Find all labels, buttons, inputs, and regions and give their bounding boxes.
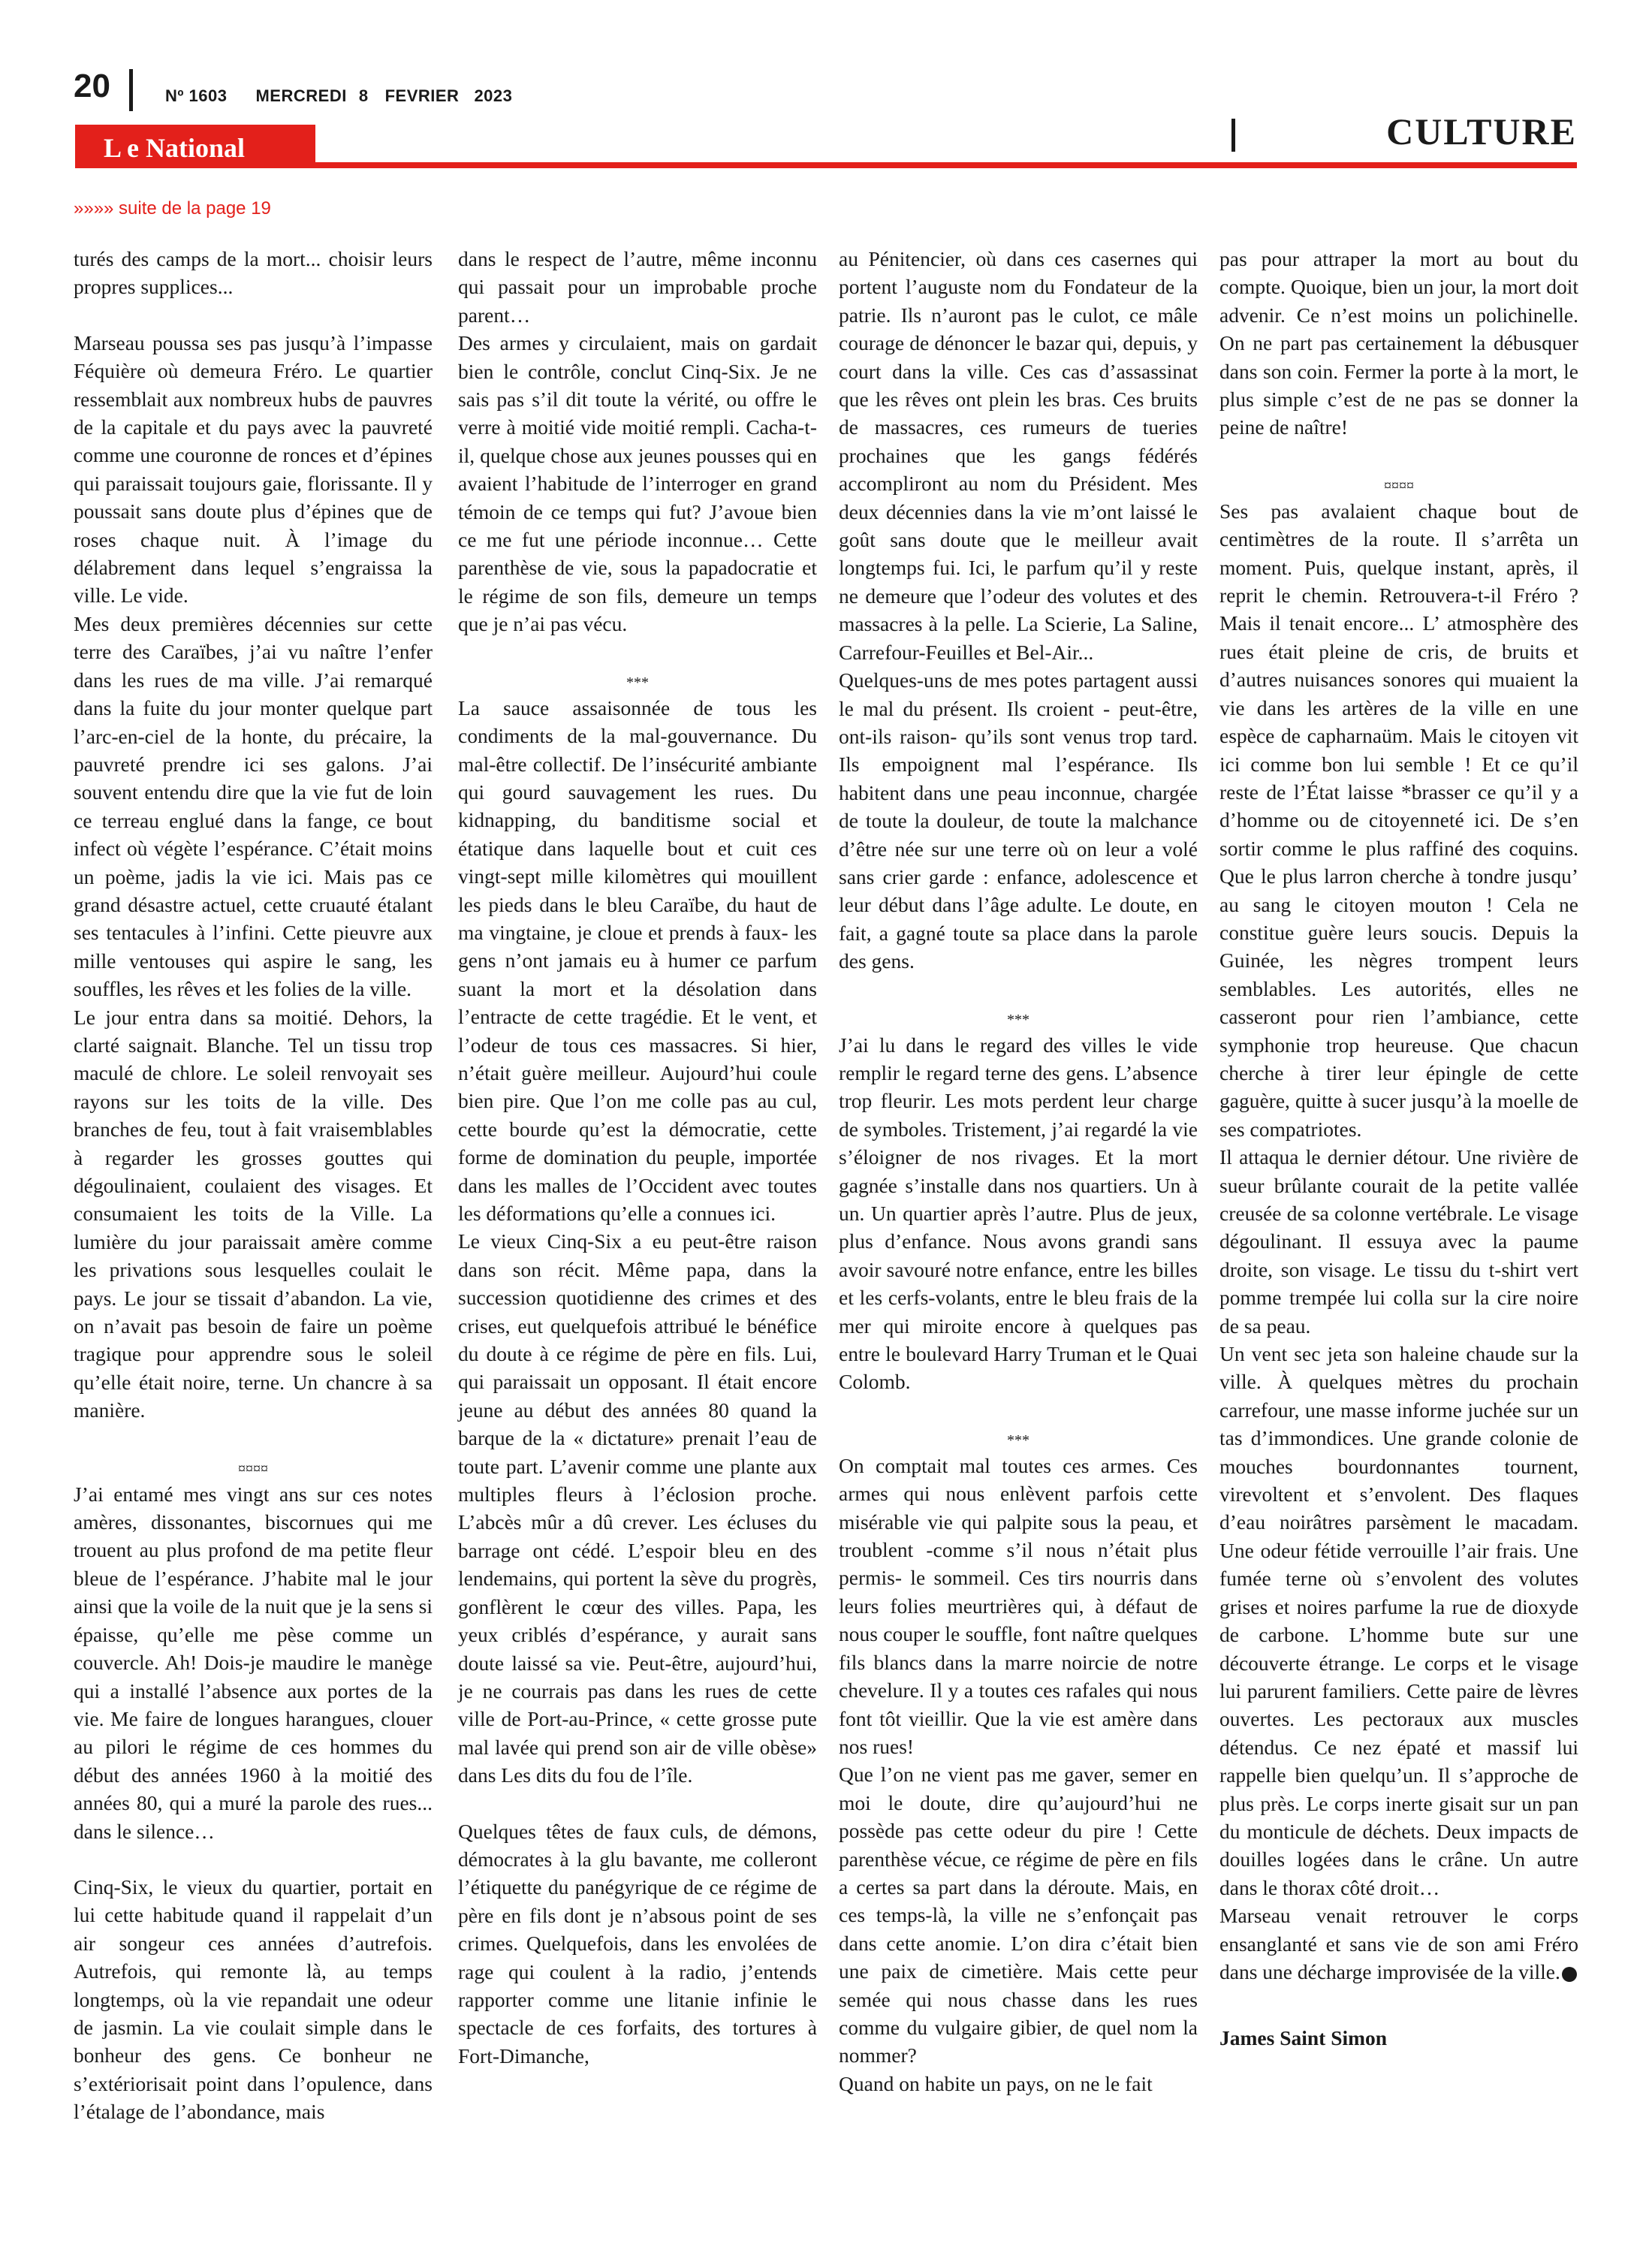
section-separator: ¤¤¤¤ — [1384, 477, 1414, 494]
page-number: 20 — [74, 68, 110, 104]
paragraph-spacer — [74, 1425, 433, 1452]
issue-day: MERCREDI — [255, 86, 347, 105]
end-of-article-icon — [1562, 1967, 1577, 1982]
section-separator: *** — [1007, 1011, 1029, 1028]
article-paragraph: Des armes y circulaient, mais on gardait bien le contrôle, conclut Cinq-Six. Je ne sais pas s’il dit toute la vérité, ou offre le verre à moitié vide moitié rempli. Cacha-t-il, quelque chose aux jeunes pousses qui en avaient l’habitude de l’interroger en grand témoin de ce temps qui fut? J’avoue bien ce me fut une période inconnue… Cette parenthèse de vie, sous la papadocratie et le régime de son fils, demeure un temps que je n’ai pas vécu. — [458, 331, 817, 636]
article-paragraph: Quelques têtes de faux culs, de démons, démocrates à la glu bavante, me colleront l’étiquette du panégyrique de ce régime de père en fils dont je n’absous point de ses crimes. Quelquefois, dans les envolées de rage qui coulent à la radio, j’entends rapporter comme une litanie infinie le spectacle de ces forfaits, des tortures à Fort-Dimanche, — [458, 1819, 817, 2068]
paragraph-spacer — [74, 301, 433, 329]
paragraph-spacer — [839, 976, 1198, 1003]
article-paragraph: au Pénitencier, où dans ces casernes qui portent l’auguste nom du Fondateur de la patrie. Ils n’auront pas le culot, ce mâle courage de dénoncer le bazar qui, depuis, y court dans la ville. Ces cas d’assassinat que les rêves ont plein les bras. Ces bruits de massacres, ces rumeurs de tueries prochaines que les gangs fédérés accompliront au nom du Président. Mes deux décennies dans la vie m’ont laissé le goût sans doute que le meilleur avait longtemps fui. Ici, le parfum qu’il y reste ne demeure que l’odeur des volutes et des massacres à la pelle. La Scierie, La Saline, Carrefour-Feuilles et Bel-Air... — [839, 247, 1198, 664]
author-signature: James Saint Simon — [1219, 2026, 1388, 2050]
section-divider — [1231, 119, 1235, 152]
article-paragraph: On comptait mal toutes ces armes. Ces armes qui nous enlèvent parfois cette misérable vie qui palpite sous la peau, et troublent -comme s’il nous n’était plus permis- le sommeil. Ces tirs nourris dans leurs folies meurtrières qui, à défaut de nous couper le souffle, font naître quelques fils blancs dans la marre noircie de notre chevelure. Il y a toutes ces rafales qui nous font tôt vieillir. Que la vie est amère dans nos rues! — [839, 1453, 1198, 1758]
page-number-divider — [129, 69, 133, 111]
article-column-2 — [458, 245, 817, 2070]
section-separator: *** — [1007, 1431, 1029, 1449]
paragraph-spacer — [74, 1845, 433, 1873]
continued-from: »»»» suite de la page 19 — [74, 198, 271, 219]
paragraph-spacer — [458, 1790, 817, 1817]
article-paragraph: Cinq-Six, le vieux du quartier, portait en lui cette habitude quand il rappelait d’un air songeur ces années d’autrefois. Autrefois, qui remonte là, au temps longtemps, où la vie repandait une odeur de jasmin. La vie coulait simple dans le bonheur des gens. Ce bonheur ne s’extériorisait point dans l’opulence, dans l’étalage de l’abondance, mais — [74, 1874, 433, 2124]
article-paragraph: Un vent sec jeta son haleine chaude sur la ville. À quelques mètres du prochain carrefour, une masse informe juchée sur un tas d’immondices. Une grande colonie de mouches bourdonnantes tournent, virevoltent et s’envolent. Des flaques d’eau noirâtres parsèment le macadam. Une odeur fétide verrouille l’air frais. Une fumée terne où s’envolent des volutes grises et noires parfume la rue de dioxyde de carbone. L’homme bute sur une découverte étrange. Le corps et le visage lui parurent familiers. Cette paire de lèvres ouvertes. Les pectoraux aux muscles détendus. Ce nez épaté et massif lui rappelle bien quelqu’un. Il s’approche de plus près. Le corps inerte gisait sur un pan du monticule de déchets. Deux impacts de douilles logées dans le crâne. Un autre dans le thorax côté droit… — [1219, 1342, 1578, 1899]
article-paragraph: La sauce assaisonnée de tous les condiments de la mal-gouvernance. Du mal-être collectif. De l’insécurité ambiante qui gourd sauvagement les rues. Du kidnapping, du banditisme social et étatique dans laquelle bout et cuit ces vingt-sept mille kilomètres qui mouillent les pieds dans le bleu Caraïbe, du haut de ma vingtaine, je cloue et prends à faux- les gens n’ont jamais eu à humer ce parfum suant la mort et la désolation dans l’entracte de cette tragédie. Et le vent, et l’odeur de tous ces massacres. Si hier, n’était guère meilleur. Aujourd’hui coule bien pire. Que l’on me colle pas au cul, cette bourde qu’est la démocratie, cette forme de domination du peuple, importée dans les malles de l’Occident avec toutes les déformations qu’elle a connues ici. — [458, 695, 817, 1225]
paragraph-spacer — [1219, 442, 1578, 469]
article-paragraph: Marseau poussa ses pas jusqu’à l’impasse Féquière où demeura Fréro. Le quartier ressemblait aux nombreux hubs de pauvres de la capitale et du pays avec la pauvreté comme une couronne de ronces et d’épines qui paraissait toujours gaie, florissante. Il y poussait sans doute plus d’épines que de roses chaque nuit. À l’image du délabrement dans lequel s’engraissa la ville. Le vide. — [74, 330, 433, 608]
section-title: CULTURE — [1386, 110, 1577, 152]
issue-number: Nº 1603 — [165, 86, 228, 105]
article-paragraph: dans le respect de l’autre, même inconnu qui passait pour un improbable proche parent… — [458, 247, 817, 327]
section-separator: ¤¤¤¤ — [238, 1460, 268, 1477]
article-paragraph: Le jour entra dans sa moitié. Dehors, la clarté saignait. Blanche. Tel un tissu trop maculé de chlore. Le soleil renvoyait ses rayons sur les toits de la ville. Des branches de feu, tout à fait vraisemblables à regarder les grosses gouttes qui dégoulinaient, coulaient des visages. Et consumaient les toits de la Ville. La lumière du jour paraissait amère comme les privations sous lesquelles coulait le pays. Le jour se tissait d’abandon. La vie, on n’avait pas besoin de faire un poème tragique pour apprendre sous le soleil qu’elle était noire, terne. Un chancre à sa manière. — [74, 1005, 433, 1422]
article-column-4 — [1219, 245, 1578, 2052]
article-paragraph: Que l’on ne vient pas me gaver, semer en moi le doute, dire qu’aujourd’hui ne possède pas cette odeur du pire ! Cette parenthèse vécue, ce régime de père en fils a certes sa part dans la déroute. Mais, en ces temps-là, la ville ne s’enfonçait pas dans cette anomie. L’on dira c’était bien une paix de cimetière. Mais cette peur semée qui nous chasse dans les rues comme du vulgaire gibier, de quel nom la nommer? — [839, 1763, 1198, 2068]
article-paragraph: pas pour attraper la mort au bout du compte. Quoique, bien un jour, la mort doit advenir. Ce n’est moins un polichinelle. On ne part pas certainement la débusquer dans son coin. Fermer la porte à la mort, le plus simple c’est de ne pas se donner la peine de naître! — [1219, 247, 1578, 439]
article-paragraph: Ses pas avalaient chaque bout de centimètres de la route. Il s’arrêta un moment. Puis, quelque instant, après, il reprit le chemin. Retrouvera-t-il Fréro ? Mais il tenait encore... L’ atmosphère des rues était pleine de cris, de bruits et d’autres nuisances sonores qui muaient la vie dans les artères de la ville en une espèce de capharnaüm. Mais le citoyen vit ici comme bon lui semble ! Et ce qu’il reste de l’État laisse *brasser ce qu’il y a d’homme ou de citoyenneté ici. De s’en sortir comme le plus raffiné des coquins. Que le plus larron cherche à tondre jusqu’ au sang le citoyen mouton ! Cela ne constitue guère leurs soucis. Depuis la Guinée, les nègres trompent leurs semblables. Les autorités, elles ne casseront pour rien l’ambiance, cette symphonie trop heureuse. Que chacun cherche à tirer leur épingle de cette gaguère, quitte à sucer jusqu’à la moelle de ses compatriotes. — [1219, 499, 1578, 1141]
paragraph-spacer — [839, 1396, 1198, 1424]
issue-month: FEVRIER — [384, 86, 460, 105]
brand-logo: L e National — [104, 133, 246, 163]
article-paragraph: Quelques-uns de mes potes partagent aussi le mal du présent. Ils croient - peut-être, ont-ils raison- qu’ils sont venus trop tard. Ils empoignent mal l’espérance. Ils habitent dans une peau inconnue, chargée de toute la douleur, de toute la malchance d’être née sur une terre où on leur a volé sans crier garde : enfance, adolescence et leur début dans l’âge adulte. Le doute, en fait, a gagné toute sa place dans la parole des gens. — [839, 668, 1198, 973]
issue-year: 2023 — [474, 86, 513, 105]
article-paragraph: J’ai lu dans le regard des villes le vide remplir le regard terne des gens. L’absence trop fleurir. Les mots perdent leur charge de symboles. Tristement, j’ai regardé la vie s’éloigner de nos rivages. Et la mort gagnée s’installe dans nos quartiers. Un à un. Un quartier après l’autre. Plus de jeux, plus d’enfance. Nous avons grandi sans avoir savouré notre enfance, entre les billes et les cerfs-volants, entre le bleu frais de la mer qui miroite encore à quelques pas entre le boulevard Harry Truman et le Quai Colomb. — [839, 1033, 1198, 1394]
article-paragraph: Il attaqua le dernier détour. Une rivière de sueur brûlante courait de la petite vallée creusée de sa colonne vertébrale. Le visage dégoulinant. Il essuya avec la paume droite, son visage. Le tissu du t-shirt vert pomme trempée lui colla sur la cire noire de sa peau. — [1219, 1145, 1578, 1338]
article-paragraph: Le vieux Cinq-Six a eu peut-être raison dans son récit. Même papa, dans la succession quotidienne des crimes et des crises, eut quelquefois attribué le bénéfice du doute à ce régime de père en fils. Lui, qui paraissait un opposant. Il était encore jeune au début des années 80 quand la barque de la « dictature» prenait l’eau de toute part. L’avenir comme une plante aux multiples fleurs à l’éclosion proche. L’abcès mûr a dû crever. Les écluses du barrage ont cédé. L’espoir bleu en des lendemains, qui portent la sève du progrès, gonflèrent le cœur des villes. Papa, les yeux criblés d’espérance, y aurait sans doute laissé sa vie. Peut-être, aujourd’hui, je ne courrais pas dans les rues de cette ville de Port-au-Prince, « cette grosse pute mal lavée qui prend son air de ville obèse» dans Les dits du fou de l’île. — [458, 1229, 817, 1787]
paragraph-spacer — [458, 638, 817, 666]
issue-date: 8 — [358, 86, 369, 105]
article-paragraph: Quand on habite un pays, on ne le fait — [839, 2071, 1153, 2095]
article-paragraph: Mes deux premières décennies sur cette terre des Caraïbes, j’ai vu naître l’enfer dans les rues de ma ville. J’ai remarqué dans la fuite du jour monter quelque part l’arc-en-ciel de la honte, du précaire, la pauvreté prendre ici ses galons. J’ai souvent entendu dire que la vie fut de loin ce terreau englué dans la fange, ce bout infect où végète l’espérance. C’était moins un poème, jadis la vie ici. Mais pas ce grand désastre actuel, cette cruauté étalant ses tentacules à l’infini. Cette pieuvre aux mille ventouses qui aspire le sang, les souffles, les rêves et les folies de la ville. — [74, 611, 433, 1001]
article-paragraph: J’ai entamé mes vingt ans sur ces notes amères, dissonantes, biscornues qui me trouent au plus profond de mа petite fleur bleue de l’espérance. J’habite mal le jour ainsi que la voile de la nuit que je la sens si épaisse, qu’elle me pèse comme un couvercle. Ah! Dois-je maudire le manège qui a installé l’absence aux portes de la vie. Me faire de longues harangues, clouer au pilori le régime de ces hommes du début des années 1960 à la moitié des années 80, qui a muré la parole des rues... dans le silence… — [74, 1482, 433, 1843]
article-paragraph: turés des camps de la mort... choisir leurs propres supplices... — [74, 247, 433, 299]
article-column-3 — [839, 245, 1198, 2098]
article-column-1 — [74, 245, 433, 2126]
paragraph-spacer — [1219, 1986, 1578, 2013]
section-separator: *** — [626, 674, 649, 691]
article-paragraph: Marseau venait retrouver le corps ensanglanté et sans vie de son ami Fréro dans une décharge improvisée de la ville. — [1219, 1904, 1578, 1983]
issue-info — [165, 86, 541, 106]
